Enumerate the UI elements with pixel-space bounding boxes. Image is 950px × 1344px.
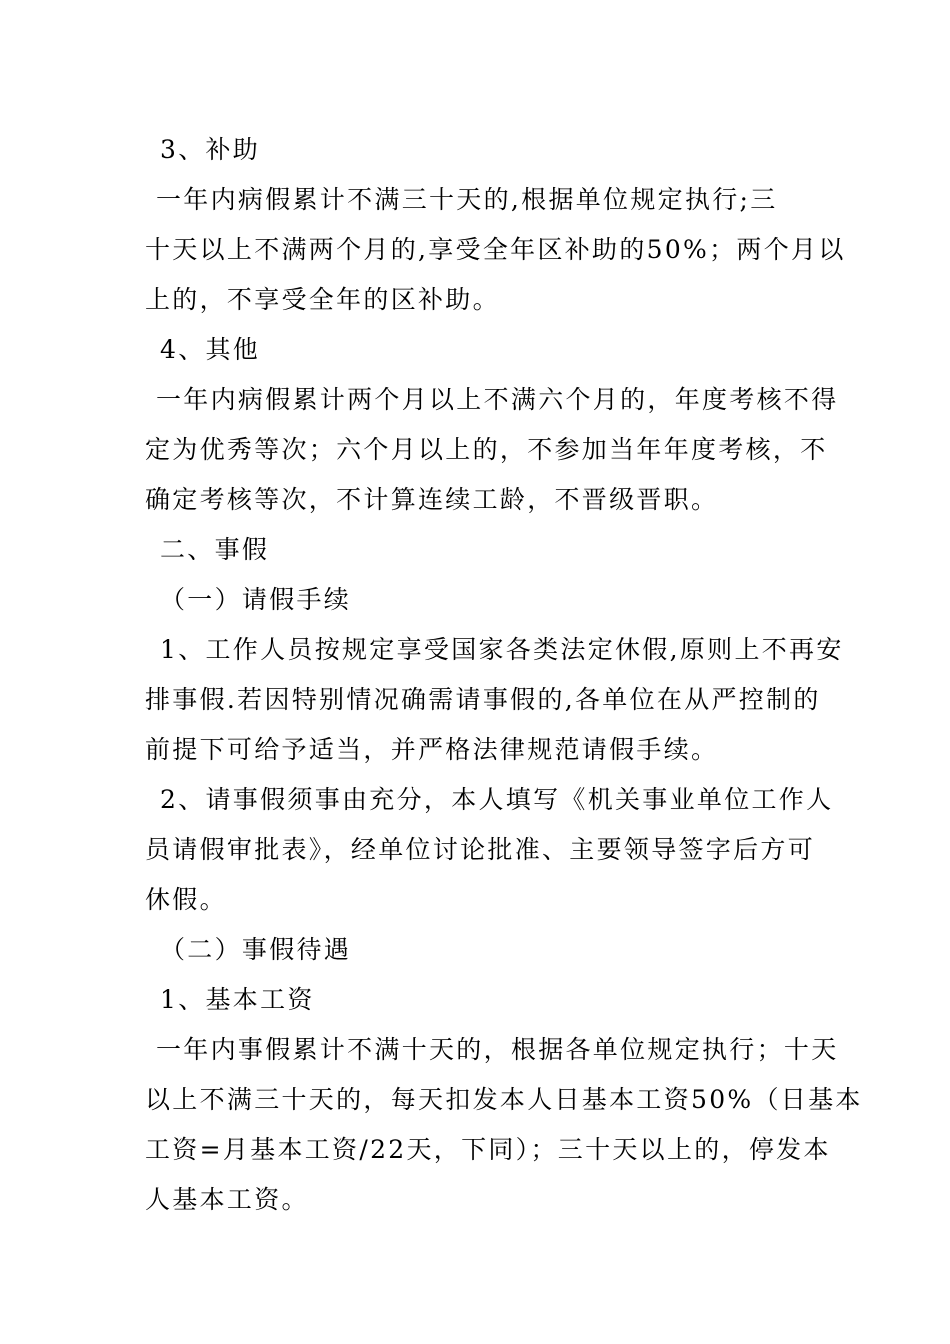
paragraph-line: 一年内病假累计不满三十天的,根据单位规定执行;三	[156, 185, 778, 214]
section-heading-personal-leave: 二、事假	[160, 535, 270, 564]
paragraph-line: 十天以上不满两个月的,享受全年区补助的50%；两个月以	[145, 235, 846, 264]
paragraph-line: 工资=月基本工资/22天，下同）；三十天以上的，停发本	[145, 1135, 831, 1164]
heading-subsidy: 3、补助	[160, 135, 261, 164]
paragraph-line: 上的，不享受全年的区补助。	[145, 285, 500, 314]
paragraph-line: 排事假.若因特别情况确需请事假的,各单位在从严控制的	[145, 685, 821, 714]
paragraph-line: 2、请事假须事由充分，本人填写《机关事业单位工作人	[160, 785, 834, 814]
paragraph-line: 1、工作人员按规定享受国家各类法定休假,原则上不再安	[160, 635, 844, 664]
paragraph-line: 员请假审批表》，经单位讨论批准、主要领导签字后方可	[145, 835, 816, 864]
paragraph-line: 确定考核等次，不计算连续工龄，不晋级晋职。	[145, 485, 719, 514]
paragraph-line: 一年内病假累计两个月以上不满六个月的，年度考核不得	[156, 385, 839, 414]
paragraph-line: 一年内事假累计不满十天的，根据各单位规定执行；十天	[156, 1035, 839, 1064]
paragraph-line: 定为优秀等次；六个月以上的，不参加当年年度考核，不	[145, 435, 828, 464]
paragraph-line: 以上不满三十天的，每天扣发本人日基本工资50%（日基本	[145, 1085, 863, 1114]
paragraph-line: 人基本工资。	[145, 1185, 309, 1214]
paragraph-line: 休假。	[145, 885, 227, 914]
paragraph-line: 前提下可给予适当，并严格法律规范请假手续。	[145, 735, 719, 764]
subsection-heading-leave-treatment: （二）事假待遇	[160, 935, 352, 964]
subsection-heading-leave-procedure: （一）请假手续	[160, 585, 352, 614]
heading-other: 4、其他	[160, 335, 261, 364]
heading-basic-salary: 1、基本工资	[160, 985, 315, 1014]
